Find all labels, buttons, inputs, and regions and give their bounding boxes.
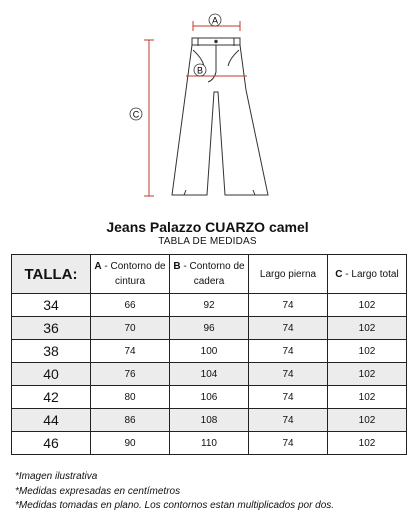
header-waist: A - Contorno de cintura <box>91 255 170 294</box>
table-subtitle: TABLA DE MEDIDAS <box>158 236 257 247</box>
hip-cell: 100 <box>170 340 249 363</box>
table-row <box>12 294 407 317</box>
leg-length-cell: 74 <box>249 317 328 340</box>
waist-cell: 74 <box>91 340 170 363</box>
leg-length-cell: 74 <box>249 432 328 455</box>
waist-cell: 66 <box>91 294 170 317</box>
hip-cell: 92 <box>170 294 249 317</box>
waist-cell: 80 <box>91 386 170 409</box>
leg-length-cell: 74 <box>249 294 328 317</box>
header-hip: B - Contorno de cadera <box>170 255 249 294</box>
table-row <box>12 340 407 363</box>
product-title: Jeans Palazzo CUARZO camel <box>106 219 309 235</box>
hip-cell: 104 <box>170 363 249 386</box>
size-cell: 44 <box>12 409 91 432</box>
header-total-length: C - Largo total <box>328 255 407 294</box>
footnote: *Medidas expresadas en centímetros <box>15 485 181 497</box>
header-size: TALLA: <box>12 255 91 294</box>
total-length-cell: 102 <box>328 432 407 455</box>
table-header-row <box>12 255 407 294</box>
table-row <box>12 409 407 432</box>
size-cell: 38 <box>12 340 91 363</box>
size-cell: 40 <box>12 363 91 386</box>
leg-length-cell: 74 <box>249 409 328 432</box>
table-row <box>12 363 407 386</box>
pants-diagram <box>0 0 415 210</box>
size-cell: 34 <box>12 294 91 317</box>
waist-cell: 86 <box>91 409 170 432</box>
size-chart-table <box>11 254 407 455</box>
marker-a: A <box>211 15 219 26</box>
leg-length-cell: 74 <box>249 386 328 409</box>
footnote: *Medidas tomadas en plano. Los contornos estan multiplicados por dos. <box>15 500 335 511</box>
hip-cell: 96 <box>170 317 249 340</box>
size-cell: 42 <box>12 386 91 409</box>
header-leg-length: Largo pierna <box>249 255 328 294</box>
waist-cell: 76 <box>91 363 170 386</box>
hip-cell: 110 <box>170 432 249 455</box>
leg-length-cell: 74 <box>249 340 328 363</box>
leg-length-cell: 74 <box>249 363 328 386</box>
total-length-cell: 102 <box>328 340 407 363</box>
table-row <box>12 432 407 455</box>
waist-measure <box>193 14 240 31</box>
footnote: *Imagen ilustrativa <box>15 471 98 482</box>
total-length-cell: 102 <box>328 363 407 386</box>
hip-cell: 108 <box>170 409 249 432</box>
waist-cell: 90 <box>91 432 170 455</box>
hip-cell: 106 <box>170 386 249 409</box>
total-length-cell: 102 <box>328 294 407 317</box>
marker-c: C <box>132 109 140 120</box>
footnotes <box>15 470 334 514</box>
size-cell: 46 <box>12 432 91 455</box>
total-length-cell: 102 <box>328 409 407 432</box>
total-length-cell: 102 <box>328 317 407 340</box>
length-measure <box>130 40 154 196</box>
total-length-cell: 102 <box>328 386 407 409</box>
waist-cell: 70 <box>91 317 170 340</box>
size-cell: 36 <box>12 317 91 340</box>
pants-outline <box>172 38 268 195</box>
table-row <box>12 317 407 340</box>
table-row <box>12 386 407 409</box>
marker-b: B <box>196 65 204 76</box>
